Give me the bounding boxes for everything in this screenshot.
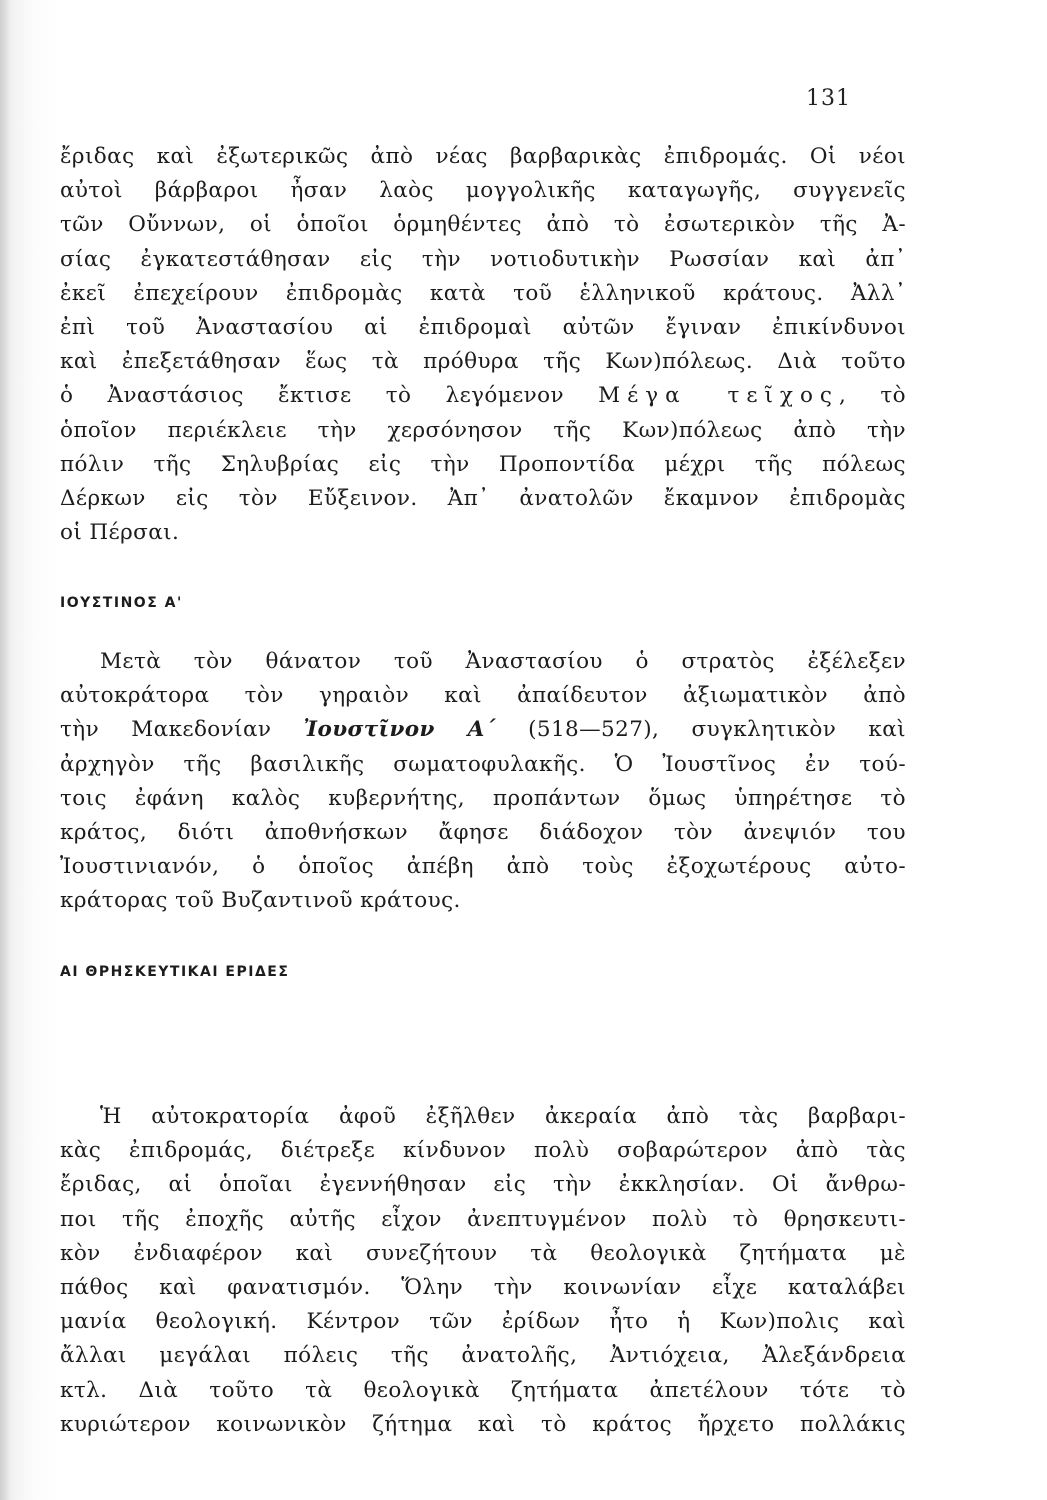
- text-line: κυριώτερον κοινωνικὸν ζήτημα καὶ τὸ κράτος ἤρχετο πολλάκις: [60, 1411, 906, 1437]
- emphasized-name: Ἰουστῖνον Α΄: [303, 717, 496, 743]
- text-line: ἄλλαι μεγάλαι πόλεις τῆς ἀνατολῆς, Ἀντιόχεια, Ἀλεξάνδρεια: [60, 1343, 906, 1369]
- text-line: Ἰουστινιανόν, ὁ ὁποῖος ἀπέβη ἀπὸ τοὺς ἐξοχωτέρους αὐτο-: [60, 854, 906, 880]
- text-line: τῶν Οὔννων, οἱ ὁποῖοι ὁρμηθέντες ἀπὸ τὸ ἐσωτερικὸν τῆς Ἀ-: [60, 212, 906, 238]
- text-line: αὐτοὶ βάρβαροι ἦσαν λαὸς μογγολικῆς καταγωγῆς, συγγενεῖς: [60, 178, 906, 204]
- text-fragment: (518—527), συγκλητικὸν καὶ: [528, 717, 906, 743]
- text-line: μανία θεολογική. Κέντρον τῶν ἐρίδων ἦτο ἡ Κων)πολις καὶ: [60, 1309, 906, 1335]
- text-line: ποι τῆς ἐποχῆς αὐτῆς εἶχον ἀνεπτυγμένον πολὺ τὸ θρησκευτι-: [60, 1206, 906, 1232]
- section-heading-religious-disputes: ΑΙ ΘΡΗΣΚΕΥΤΙΚΑΙ ΕΡΙΔΕΣ: [60, 964, 290, 980]
- text-fragment: τὴν Μακεδονίαν: [60, 717, 272, 743]
- text-line: ἔριδας, αἱ ὁποῖαι ἐγεννήθησαν εἰς τὴν ἐκκλησίαν. Οἱ ἄνθρω-: [60, 1172, 906, 1198]
- paragraph-religious-disputes: [60, 1100, 906, 1442]
- text-line: ὁποῖον περιέκλειε τὴν χερσόνησον τῆς Κων)πόλεως ἀπὸ τὴν: [60, 417, 906, 443]
- text-line: κράτος, διότι ἀποθνήσκων ἄφησε διάδοχον τὸν ἀνεψιόν του: [60, 819, 906, 845]
- paragraph-barbarian-invasions: [60, 140, 906, 550]
- text-line: κὸν ἐνδιαφέρον καὶ συνεζήτουν τὰ θεολογικὰ ζητήματα μὲ: [60, 1240, 906, 1266]
- text-line: κράτορας τοῦ Βυζαντινοῦ κράτους.: [60, 888, 461, 914]
- text-line: ἀρχηγὸν τῆς βασιλικῆς σωματοφυλακῆς. Ὁ Ἰουστῖνος ἐν τού-: [60, 751, 906, 777]
- text-line: ἔριδας καὶ ἐξωτερικῶς ἀπὸ νέας βαρβαρικὰς ἐπιδρομάς. Οἱ νέοι: [60, 144, 906, 169]
- text-line: σίας ἐγκατεστάθησαν εἰς τὴν νοτιοδυτικὴν Ρωσσίαν καὶ ἀπ᾽: [60, 246, 906, 272]
- text-line: Δέρκων εἰς τὸν Εὔξεινον. Ἀπ᾽ ἀνατολῶν ἔκαμνον ἐπιδρομὰς: [60, 485, 906, 511]
- text-line: αὐτοκράτορα τὸν γηραιὸν καὶ ἀπαίδευτον ἀξιωματικὸν ἀπὸ: [60, 683, 906, 709]
- text-line: Μετὰ τὸν θάνατον τοῦ Ἀναστασίου ὁ στρατὸς ἐξέλεξεν: [100, 649, 906, 674]
- text-line: [60, 379, 906, 413]
- section-heading-justin: ΙΟΥΣΤΙΝΟΣ Α': [60, 595, 183, 611]
- text-line: πόλιν τῆς Σηλυβρίας εἰς τὴν Προποντίδα μέχρι τῆς πόλεως: [60, 451, 906, 477]
- text-line: πάθος καὶ φανατισμόν. Ὅλην τὴν κοινωνίαν εἶχε καταλάβει: [60, 1274, 906, 1300]
- text-fragment: ὁ Ἀναστάσιος ἔκτισε τὸ λεγόμενον: [60, 383, 564, 409]
- paragraph-justin: [60, 645, 906, 919]
- page-number: 131: [806, 86, 851, 111]
- text-line: κὰς ἐπιδρομάς, διέτρεξε κίνδυνον πολὺ σοβαρώτερον ἀπὸ τὰς: [60, 1138, 906, 1164]
- text-line: τοις ἐφάνη καλὸς κυβερνήτης, προπάντων ὅμως ὑπηρέτησε τὸ: [60, 785, 906, 811]
- spaced-term: Μέγα τεῖχος: [598, 383, 839, 409]
- text-line: ἐκεῖ ἐπεχείρουν ἐπιδρομὰς κατὰ τοῦ ἑλληνικοῦ κράτους. Ἀλλ᾽: [60, 280, 906, 306]
- text-line: Ἡ αὐτοκρατορία ἀφοῦ ἐξῆλθεν ἀκεραία ἀπὸ τὰς βαρβαρι-: [100, 1104, 906, 1129]
- text-line: κτλ. Διὰ τοῦτο τὰ θεολογικὰ ζητήματα ἀπετέλουν τότε τὸ: [60, 1377, 906, 1403]
- text-line: καὶ ἐπεξετάθησαν ἕως τὰ πρόθυρα τῆς Κων)πόλεως. Διὰ τοῦτο: [60, 349, 906, 375]
- binding-shadow: [0, 0, 10, 1500]
- text-line: [60, 713, 906, 747]
- text-fragment: , τὸ: [838, 383, 907, 409]
- text-line: ἐπὶ τοῦ Ἀναστασίου αἱ ἐπιδρομαὶ αὐτῶν ἔγιναν ἐπικίνδυνοι: [60, 314, 906, 340]
- text-line: οἱ Πέρσαι.: [60, 520, 180, 546]
